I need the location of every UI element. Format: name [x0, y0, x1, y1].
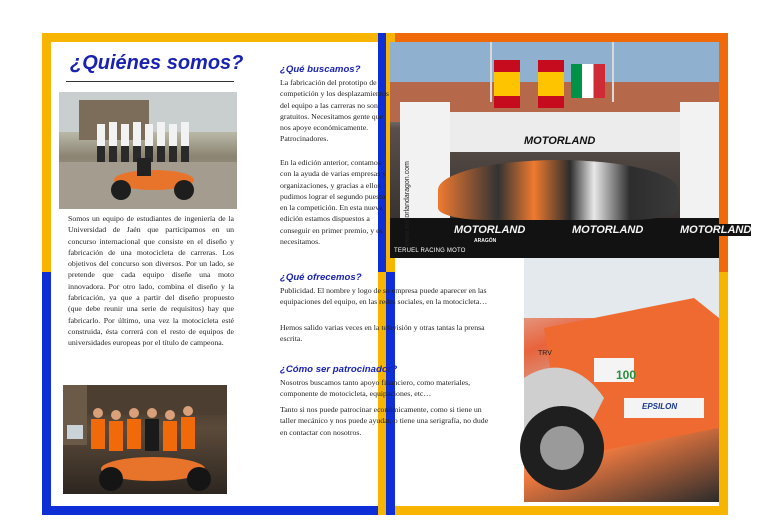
photo-caption: TERUEL RACING MOTO: [394, 248, 466, 254]
epsilon-sticker: EPSILON: [642, 402, 678, 411]
podium-photo: [390, 42, 752, 258]
sponsor-paragraph-2: Tanto si nos puede patrocinar económicamente, como si tiene un taller mecánico y nos puede ayudar, o tiene una serigrafía, no dude en contactar con nosotros.: [280, 405, 489, 437]
motorland-banner-3: MOTORLAND: [680, 224, 752, 236]
frame-bottom-right: [386, 506, 728, 515]
flag-pole: [490, 42, 492, 102]
motorland-top-logo: MOTORLAND: [524, 135, 596, 147]
frame-left-top: [42, 33, 51, 273]
frame-bottom-left: [42, 506, 387, 515]
team-crowd: [438, 160, 678, 220]
motorland-banner-1: MOTORLAND: [454, 224, 526, 236]
frame-left-bottom: [42, 272, 51, 515]
frame-right-bottom: [719, 272, 728, 515]
section-title-what-we-offer: ¿Qué ofrecemos?: [280, 272, 362, 283]
motorcycle-photo: [524, 258, 719, 502]
aragon-label: ARAGÓN: [474, 238, 497, 244]
frame-top-right: [386, 33, 728, 42]
seek-paragraph-2: En la edición anterior, contamos con la ayuda de varias empresas y organizaciones, y gracias a ellos pudimos lograr el segundo puesto en la competición. En esta nueva edición estamos dispuestos a conseguir en primer premio, y es necesitamos.: [280, 158, 387, 247]
spain-flag: [494, 60, 520, 108]
offer-paragraph-1: Publicidad. El nombre y logo de su empresa puede aparecer en las equipaciones del equipo, en las redes sociales, en la motocicleta…: [280, 286, 488, 307]
workshop-photo: [63, 385, 227, 494]
trv-sticker: TRV: [538, 350, 552, 357]
section-title-what-we-seek: ¿Qué buscamos?: [280, 64, 361, 75]
offer-paragraph-2: Hemos salido varias veces en la televisión y otras tantas la prensa escrita.: [280, 323, 485, 344]
italy-flag: [571, 64, 605, 98]
sponsor-paragraph-1: Nosotros buscamos tanto apoyo financiero, como materiales, componente de motocicleta, equipaciones, etc…: [280, 378, 471, 399]
website-vertical-text: www.motorlandaragon.com: [404, 161, 411, 246]
frame-top-left: [42, 33, 387, 42]
flag-pole: [612, 42, 614, 102]
team-photo: [59, 92, 237, 209]
seek-paragraph-1: La fabricación del prototipo de competición y los desplazamientos del equipo a las carreras no son gratuitos. Necesitamos gente que nos apoye económicamente. Patrocinadores.: [280, 78, 389, 144]
title-divider: [66, 81, 234, 82]
about-paragraph: Somos un equipo de estudiantes de ingeniería de la Universidad de Jaén que participamos en un concurso internacional que consiste en el diseño y fabricación de una motocicleta de carreras. Los objetivos del concurso son diversos. Por un lado, se pretende que cada equipo diseñe una moto innovadora. Por otro lado, combina el diseño y la fabricación, ya que a partir del diseño propuesto (que debe reunir una serie de requisitos) hay que fabricarlo. Por último, una vez la motocicleta esté construida, ésta correrá con el resto de equipos de universidades europeas por el título de campeona.: [68, 214, 234, 348]
spain-flag: [538, 60, 564, 108]
section-title-how-to-sponsor: ¿Cómo ser patrocinador?: [280, 364, 398, 375]
page-title: ¿Quiénes somos?: [70, 52, 244, 74]
anniversary-sticker: 100: [616, 368, 637, 382]
motorland-banner-2: MOTORLAND: [572, 224, 644, 236]
